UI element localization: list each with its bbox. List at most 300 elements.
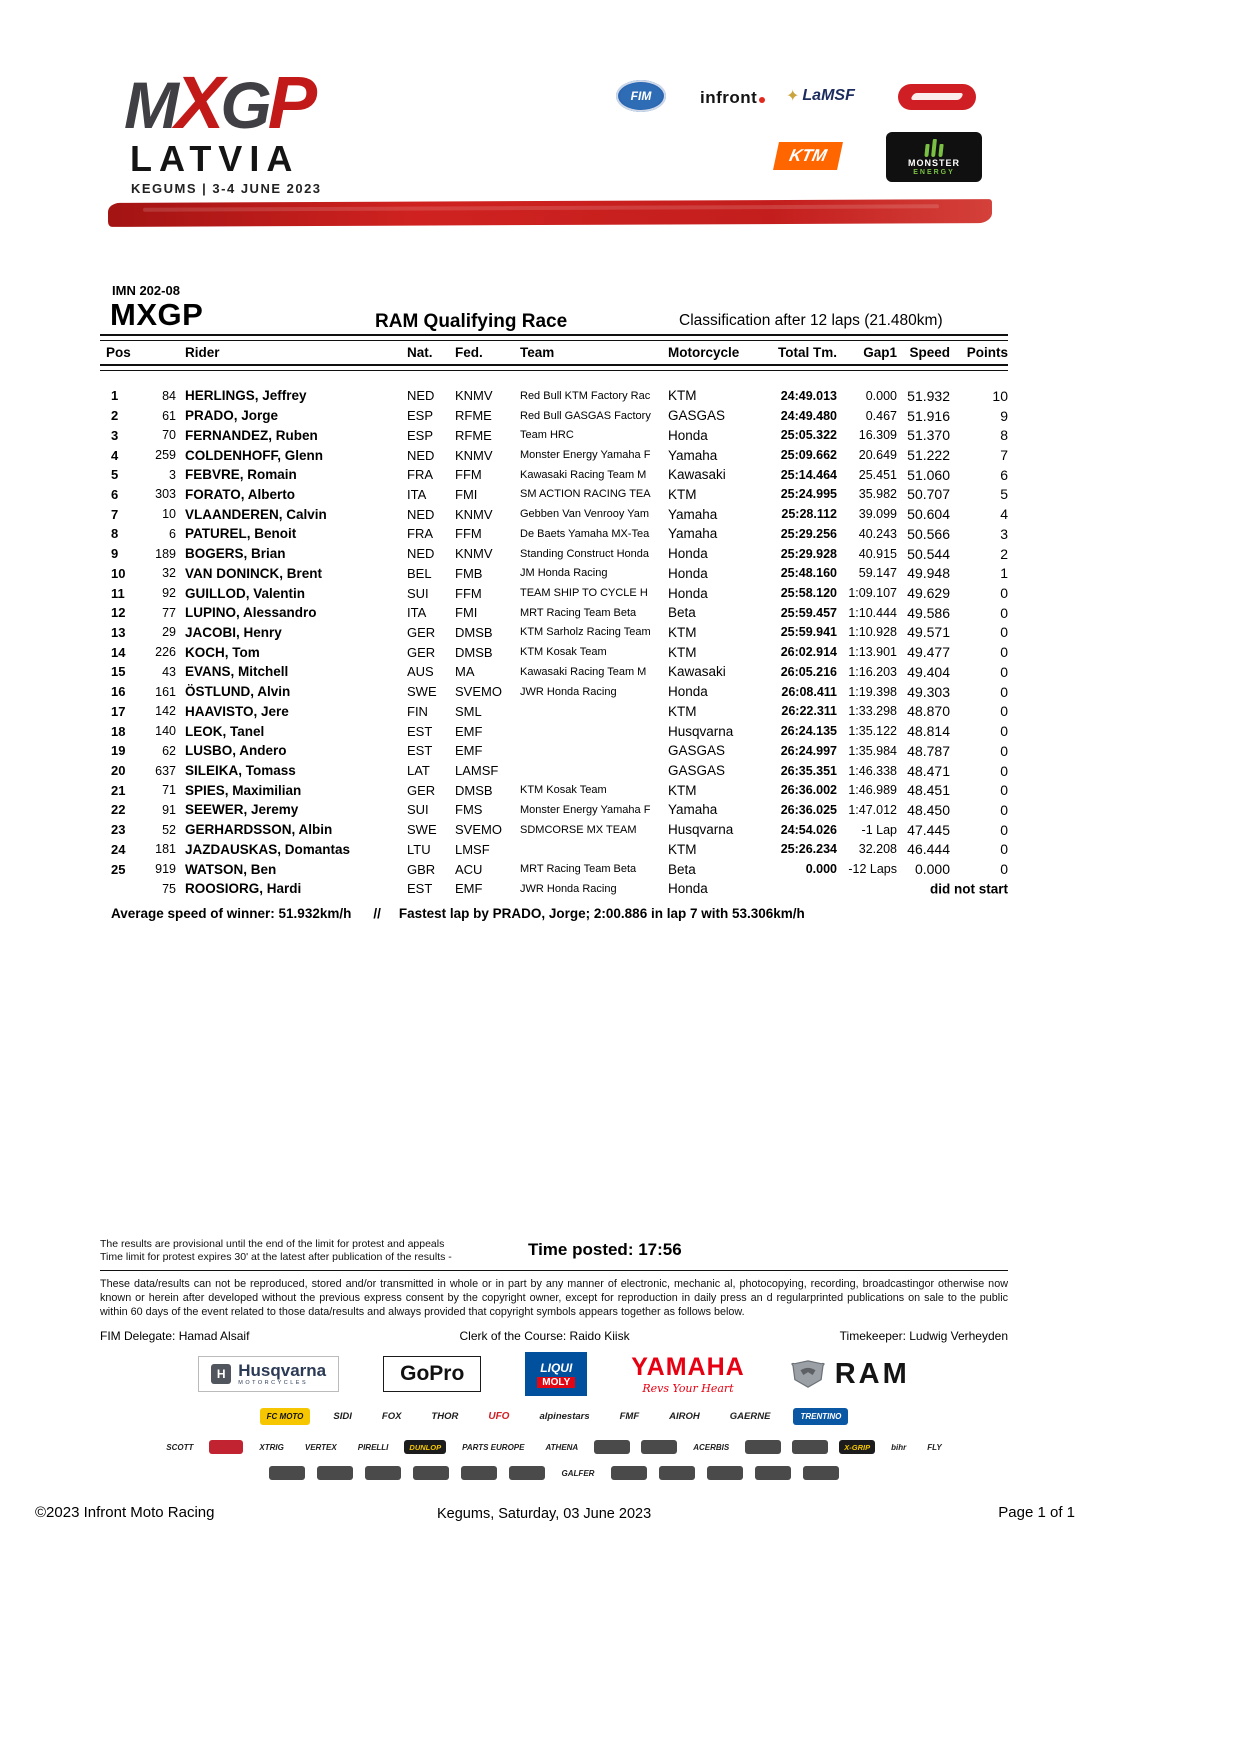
sponsor-logo-airoh: AIROH [669, 1411, 700, 1422]
lamsf-wing-icon: ✦ [786, 88, 800, 105]
cell-team: MRT Racing Team Beta [520, 606, 637, 619]
cell-motorcycle: Honda [668, 427, 708, 443]
cell-federation: SVEMO [455, 822, 502, 838]
cell-speed: 48.471 [907, 762, 950, 779]
liqui-moly-logo [525, 1352, 587, 1396]
cell-nationality: NED [407, 388, 435, 404]
cell-rider-name: ROOSIORG, Hardi [185, 881, 302, 897]
cell-pos: 24 [111, 841, 126, 857]
cell-federation: DMSB [455, 644, 493, 660]
ktm-logo [773, 142, 843, 170]
cell-speed: 48.450 [907, 801, 950, 818]
cell-points: 0 [1000, 782, 1008, 799]
cell-number: 226 [155, 645, 176, 660]
husqvarna-logo-subtext: MOTORCYCLES [238, 1379, 309, 1386]
infront-logo-text: infront [700, 88, 758, 107]
cell-team: JM Honda Racing [520, 567, 608, 580]
legal-text: These data/results can not be reproduced, stored and/or transmitted in whole or in part by any manner of electronic, mechanic al, photocopying, recording, broadcastingor otherwise now known or herein after developed without the previous express consent by the copyright owner, except for reproduction in daily press an d regularprinted publications on sale to the public within 60 days of the event related to those data/results and always provided that copyright symbols appears together as follows below. [100, 1278, 1008, 1319]
cell-federation: LAMSF [455, 763, 499, 779]
cell-gap: 1:46.338 [848, 763, 897, 778]
cell-points: 0 [1000, 723, 1008, 740]
cell-nationality: SUI [407, 802, 429, 818]
cell-total-time: 0.000 [805, 862, 837, 877]
cell-pos: 7 [111, 506, 119, 522]
table-row [100, 445, 1008, 465]
sponsor-logo-fmf: FMF [619, 1411, 640, 1422]
cell-team: KTM Sarholz Racing Team [520, 626, 651, 639]
cell-nationality: ESP [407, 408, 434, 424]
cell-number: 140 [155, 724, 176, 739]
cell-speed: 49.404 [907, 663, 950, 680]
cell-team: JWR Honda Racing [520, 685, 617, 698]
sponsor-logo-dunlop: DUNLOP [404, 1440, 446, 1454]
cell-number: 84 [162, 388, 176, 403]
cell-federation: FFM [455, 526, 482, 542]
avg-speed-text: Average speed of winner: 51.932km/h [111, 905, 352, 921]
sponsor-logo [461, 1466, 497, 1480]
cell-gap: 1:33.298 [848, 704, 897, 719]
cell-rider-name: GUILLOD, Valentin [185, 585, 306, 601]
cell-motorcycle: Honda [668, 546, 708, 562]
cell-gap: 25.451 [858, 467, 897, 482]
cell-points: 0 [1000, 624, 1008, 641]
mxgp-logo-letter: X [174, 61, 221, 144]
table-row [100, 741, 1008, 761]
cell-rider-name: GERHARDSSON, Albin [185, 822, 333, 838]
cell-total-time: 26:35.351 [780, 763, 837, 778]
cell-nationality: NED [407, 447, 435, 463]
cell-points: 0 [1000, 585, 1008, 602]
cell-federation: KNMV [455, 447, 493, 463]
sponsor-logo-parts-europe: PARTS EUROPE [462, 1442, 525, 1452]
sponsor-logo-scott: SCOTT [166, 1442, 194, 1452]
sponsor-row-4 [160, 1466, 948, 1480]
cell-pos: 15 [111, 664, 126, 680]
table-row [100, 406, 1008, 426]
cell-pos: 10 [111, 565, 126, 581]
fim-logo [616, 80, 666, 112]
cell-nationality: NED [407, 546, 435, 562]
cell-speed: 50.707 [907, 486, 950, 503]
cell-nationality: ESP [407, 427, 434, 443]
sponsor-row-3 [100, 1440, 1008, 1454]
officials-row [100, 1329, 1008, 1343]
did-not-start-label: did not start [930, 881, 1008, 897]
cell-motorcycle: Beta [668, 605, 696, 621]
cell-total-time: 25:48.160 [780, 566, 837, 581]
cell-points: 0 [1000, 663, 1008, 680]
classification-subtitle: Classification after 12 laps (21.480km) [679, 312, 943, 329]
cell-speed: 51.916 [907, 407, 950, 424]
cell-number: 32 [162, 566, 176, 581]
class-title: MXGP [110, 297, 204, 332]
fim-logo-text: FIM [630, 89, 652, 103]
cell-points: 3 [1000, 525, 1008, 542]
cell-rider-name: WATSON, Ben [185, 861, 277, 877]
cell-team: SM ACTION RACING TEA [520, 488, 651, 501]
cell-gap: 1:16.203 [848, 664, 897, 679]
cell-speed: 47.445 [907, 821, 950, 838]
lamsf-logo [786, 86, 855, 106]
table-row [100, 662, 1008, 682]
cell-federation: LMSF [455, 841, 490, 857]
sponsor-logo-sidi: SIDI [333, 1411, 352, 1422]
event-country: LATVIA [130, 138, 300, 179]
sponsor-logo [745, 1440, 781, 1454]
cell-pos: 13 [111, 624, 126, 640]
table-row [100, 544, 1008, 564]
cell-points: 9 [1000, 407, 1008, 424]
cell-number: 29 [162, 625, 176, 640]
cell-speed: 51.370 [907, 427, 950, 444]
cell-gap: 39.099 [858, 507, 897, 522]
col-header-points: Points [966, 345, 1008, 360]
red-brush-stroke [108, 199, 992, 227]
cell-total-time: 25:58.120 [780, 586, 837, 601]
sponsor-logo-x-grip: X-GRIP [839, 1440, 875, 1454]
cell-federation: FFM [455, 467, 482, 483]
cell-points: 0 [1000, 821, 1008, 838]
cell-number: 6 [169, 526, 176, 541]
cell-number: 77 [162, 605, 176, 620]
cell-pos: 1 [111, 388, 119, 404]
table-row [100, 583, 1008, 603]
sponsor-logo-fc-moto: FC MOTO [260, 1408, 311, 1425]
cell-gap: 1:10.444 [848, 605, 897, 620]
cell-points: 0 [1000, 762, 1008, 779]
table-row [100, 563, 1008, 583]
cell-number: 91 [162, 802, 176, 817]
cell-motorcycle: GASGAS [668, 408, 726, 424]
cell-gap: 32.208 [858, 842, 897, 857]
cell-speed: 51.932 [907, 387, 950, 404]
col-header-rider: Rider [185, 345, 220, 360]
cell-team: Kawasaki Racing Team M [520, 468, 647, 481]
cell-speed: 0.000 [914, 861, 950, 878]
notes-section [100, 1238, 1008, 1343]
cell-federation: ACU [455, 861, 483, 877]
cell-number: 71 [162, 783, 176, 798]
cell-motorcycle: Husqvarna [668, 723, 734, 739]
cell-federation: FMI [455, 486, 478, 502]
cell-pos: 22 [111, 802, 126, 818]
table-row [100, 603, 1008, 623]
mxgp-logo-letter: M [124, 68, 175, 142]
cell-gap: 40.915 [858, 546, 897, 561]
table-body [100, 371, 1008, 899]
cell-number: 259 [155, 448, 176, 463]
cell-number: 75 [162, 881, 176, 896]
sponsor-logo [659, 1466, 695, 1480]
cell-number: 10 [162, 507, 176, 522]
sponsor-logo-trentino: TRENTINO [793, 1408, 848, 1425]
sponsor-logo-alpinestars: alpinestars [539, 1411, 590, 1422]
cell-total-time: 25:29.928 [780, 546, 837, 561]
cell-nationality: SUI [407, 585, 429, 601]
cell-rider-name: SEEWER, Jeremy [185, 802, 299, 818]
cell-pos: 8 [111, 526, 119, 542]
table-row [100, 859, 1008, 879]
cell-pos: 6 [111, 486, 119, 502]
cell-motorcycle: KTM [668, 388, 697, 404]
cell-gap: 1:46.989 [848, 783, 897, 798]
cell-points: 0 [1000, 742, 1008, 759]
cell-motorcycle: Honda [668, 585, 708, 601]
sponsor-logo [269, 1466, 305, 1480]
cell-speed: 49.303 [907, 683, 950, 700]
summary-line [100, 906, 1008, 921]
cell-nationality: AUS [407, 664, 434, 680]
table-row [100, 425, 1008, 445]
cell-nationality: LAT [407, 763, 430, 779]
table-row [100, 761, 1008, 781]
lamsf-logo-text: LaMSF [802, 87, 855, 104]
cell-pos: 20 [111, 763, 126, 779]
cell-total-time: 26:02.914 [780, 645, 837, 660]
cell-points: 0 [1000, 801, 1008, 818]
cell-team: Red Bull KTM Factory Rac [520, 389, 651, 402]
cell-points: 0 [1000, 604, 1008, 621]
cell-team: KTM Kosak Team [520, 784, 607, 797]
sponsor-row-primary [100, 1352, 1008, 1396]
cell-total-time: 24:49.480 [780, 408, 837, 423]
cell-total-time: 25:24.995 [780, 487, 837, 502]
liqui-moly-logo-text: MOLY [537, 1377, 575, 1388]
cell-federation: RFME [455, 427, 492, 443]
cell-speed: 51.060 [907, 466, 950, 483]
cell-total-time: 25:05.322 [780, 428, 837, 443]
cell-rider-name: LEOK, Tanel [185, 723, 265, 739]
cell-pos: 25 [111, 861, 126, 877]
cell-number: 161 [155, 684, 176, 699]
cell-rider-name: COLDENHOFF, Glenn [185, 447, 323, 463]
cell-team: JWR Honda Racing [520, 882, 617, 895]
cell-team: MRT Racing Team Beta [520, 863, 637, 876]
cell-number: 181 [155, 842, 176, 857]
table-row [100, 702, 1008, 722]
cell-number: 43 [162, 664, 176, 679]
cell-pos: 14 [111, 644, 126, 660]
cell-pos: 21 [111, 782, 126, 798]
cell-number: 3 [169, 467, 176, 482]
cell-total-time: 26:08.411 [781, 684, 837, 699]
cell-motorcycle: KTM [668, 782, 697, 798]
sponsor-logo [413, 1466, 449, 1480]
table-row [100, 642, 1008, 662]
cell-rider-name: VLAANDEREN, Calvin [185, 506, 327, 522]
sponsor-logo-acerbis: ACERBIS [693, 1442, 730, 1452]
summary-separator: // [373, 905, 381, 921]
provisional-note-line1: The results are provisional until the end of the limit for protest and appeals [100, 1238, 445, 1250]
cell-points: 0 [1000, 703, 1008, 720]
cell-speed: 46.444 [907, 841, 950, 858]
timekeeper: Timekeeper: Ludwig Verheyden [839, 1329, 1008, 1344]
sponsor-logo [792, 1440, 828, 1454]
cell-total-time: 25:28.112 [781, 507, 837, 522]
cell-total-time: 25:59.457 [780, 605, 837, 620]
mxgp-logo [124, 61, 314, 144]
cell-motorcycle: GASGAS [668, 763, 726, 779]
cell-number: 142 [155, 704, 176, 719]
sponsor-logo [803, 1466, 839, 1480]
yamaha-logo [631, 1352, 745, 1395]
yamaha-logo-text: YAMAHA [631, 1352, 745, 1381]
cell-gap: 35.982 [858, 487, 897, 502]
cell-pos: 11 [111, 585, 125, 601]
cell-rider-name: KOCH, Tom [185, 644, 260, 660]
cell-speed: 49.571 [907, 624, 950, 641]
sponsor-logo [611, 1466, 647, 1480]
cell-federation: MA [455, 664, 475, 680]
col-header-team: Team [520, 345, 555, 360]
cell-pos: 12 [111, 605, 126, 621]
cell-number: 61 [162, 408, 176, 423]
table-rule [100, 364, 1008, 371]
results-table [100, 334, 1008, 921]
cell-team: Red Bull GASGAS Factory [520, 409, 651, 422]
table-row [100, 800, 1008, 820]
table-row [100, 465, 1008, 485]
cell-nationality: GER [407, 782, 436, 798]
sponsor-row-2 [100, 1408, 1008, 1425]
cell-total-time: 26:22.311 [781, 704, 837, 719]
monster-logo-text: ENERGY [913, 168, 955, 176]
cell-total-time: 24:49.013 [780, 388, 837, 403]
gopro-logo [383, 1356, 481, 1392]
cell-number: 637 [155, 763, 176, 778]
cell-team: TEAM SHIP TO CYCLE H [520, 587, 648, 600]
cell-points: 2 [1000, 545, 1008, 562]
cell-nationality: EST [407, 723, 433, 739]
cell-nationality: BEL [407, 565, 432, 581]
cell-team: Standing Construct Honda [520, 547, 650, 560]
cell-total-time: 26:24.135 [780, 724, 837, 739]
cell-number: 919 [155, 862, 176, 877]
ktm-logo-text: KTM [787, 146, 829, 165]
table-row [100, 820, 1008, 840]
sponsor-logo-pirelli: PIRELLI [357, 1442, 389, 1452]
cell-pos: 18 [111, 723, 126, 739]
cell-motorcycle: Yamaha [668, 802, 718, 818]
cell-team: Monster Energy Yamaha F [520, 449, 651, 462]
cell-federation: FFM [455, 585, 482, 601]
cell-team: Kawasaki Racing Team M [520, 665, 647, 678]
cell-points: 0 [1000, 644, 1008, 661]
ram-logo-text: RAM [834, 1357, 910, 1390]
sponsor-logo-xtrig: XTRIG [259, 1442, 284, 1452]
monster-logo-text: MONSTER [908, 157, 960, 168]
cell-speed: 48.787 [907, 742, 950, 759]
cell-rider-name: LUSBO, Andero [185, 743, 287, 759]
cell-motorcycle: Yamaha [668, 526, 718, 542]
cell-speed: 49.586 [907, 604, 950, 621]
sponsor-logo [317, 1466, 353, 1480]
cell-motorcycle: Yamaha [668, 506, 718, 522]
cell-rider-name: HAAVISTO, Jere [185, 703, 289, 719]
cell-gap: 16.309 [858, 428, 897, 443]
cell-points: 0 [1000, 683, 1008, 700]
cell-total-time: 26:24.997 [780, 743, 837, 758]
sponsor-logo-athena: ATHENA [545, 1442, 579, 1452]
cell-federation: EMF [455, 881, 483, 897]
cell-federation: EMF [455, 723, 483, 739]
cell-pos: 4 [111, 447, 119, 463]
cell-motorcycle: KTM [668, 703, 697, 719]
sponsor-logo [641, 1440, 677, 1454]
cell-total-time: 26:05.216 [780, 664, 837, 679]
cell-rider-name: ÖSTLUND, Alvin [185, 684, 291, 700]
footer-copyright: ©2023 Infront Moto Racing [35, 1504, 215, 1521]
cell-team: SDMCORSE MX TEAM [520, 823, 637, 836]
sponsor-logo [509, 1466, 545, 1480]
cell-nationality: NED [407, 506, 435, 522]
cell-points: 7 [1000, 447, 1008, 464]
cell-nationality: SWE [407, 822, 437, 838]
table-row [100, 682, 1008, 702]
cell-gap: -12 Laps [848, 862, 897, 877]
cell-motorcycle: Kawasaki [668, 467, 726, 483]
sponsor-logo-fox: FOX [381, 1411, 402, 1422]
cell-nationality: GER [407, 644, 436, 660]
cell-number: 52 [162, 822, 176, 837]
cell-gap: 1:35.122 [848, 724, 897, 739]
cell-federation: KNMV [455, 546, 493, 562]
cell-rider-name: JACOBI, Henry [185, 624, 282, 640]
cell-nationality: ITA [407, 486, 427, 502]
cell-speed: 48.451 [907, 782, 950, 799]
cell-points: 8 [1000, 427, 1008, 444]
table-row [100, 504, 1008, 524]
cell-motorcycle: KTM [668, 624, 697, 640]
col-header-nat: Nat. [407, 345, 433, 360]
cell-rider-name: SPIES, Maximilian [185, 782, 302, 798]
col-header-speed: Speed [909, 345, 950, 360]
cell-federation: DMSB [455, 782, 493, 798]
sponsor-logo-vertex: VERTEX [304, 1442, 337, 1452]
cell-rider-name: FERNANDEZ, Ruben [185, 427, 318, 443]
cell-motorcycle: KTM [668, 841, 697, 857]
cell-federation: FMS [455, 802, 483, 818]
cell-points: 0 [1000, 861, 1008, 878]
table-row [100, 840, 1008, 860]
fastest-lap-text: Fastest lap by PRADO, Jorge; 2:00.886 in lap 7 with 53.306km/h [398, 905, 805, 921]
cell-motorcycle: Yamaha [668, 447, 718, 463]
cell-points: 4 [1000, 506, 1008, 523]
cell-rider-name: FORATO, Alberto [185, 486, 295, 502]
cell-motorcycle: Honda [668, 684, 708, 700]
husqvarna-logo [198, 1356, 339, 1393]
table-row [100, 879, 1008, 899]
cell-federation: FMB [455, 565, 483, 581]
cell-rider-name: JAZDAUSKAS, Domantas [185, 841, 351, 857]
table-row [100, 524, 1008, 544]
cell-total-time: 26:36.025 [780, 802, 837, 817]
cell-number: 92 [162, 586, 176, 601]
cell-federation: DMSB [455, 624, 493, 640]
cell-gap: 0.000 [865, 388, 897, 403]
col-header-fed: Fed. [455, 345, 483, 360]
cell-team: KTM Kosak Team [520, 646, 607, 659]
cell-rider-name: HERLINGS, Jeffrey [185, 388, 307, 404]
cell-speed: 48.870 [907, 703, 950, 720]
cell-number: 189 [155, 546, 176, 561]
cell-motorcycle: Beta [668, 861, 696, 877]
table-rule [100, 334, 1008, 341]
sponsor-logo-bihr: bihr [891, 1442, 907, 1452]
cell-federation: FMI [455, 605, 478, 621]
cell-number: 62 [162, 743, 176, 758]
race-title: RAM Qualifying Race [375, 311, 568, 332]
